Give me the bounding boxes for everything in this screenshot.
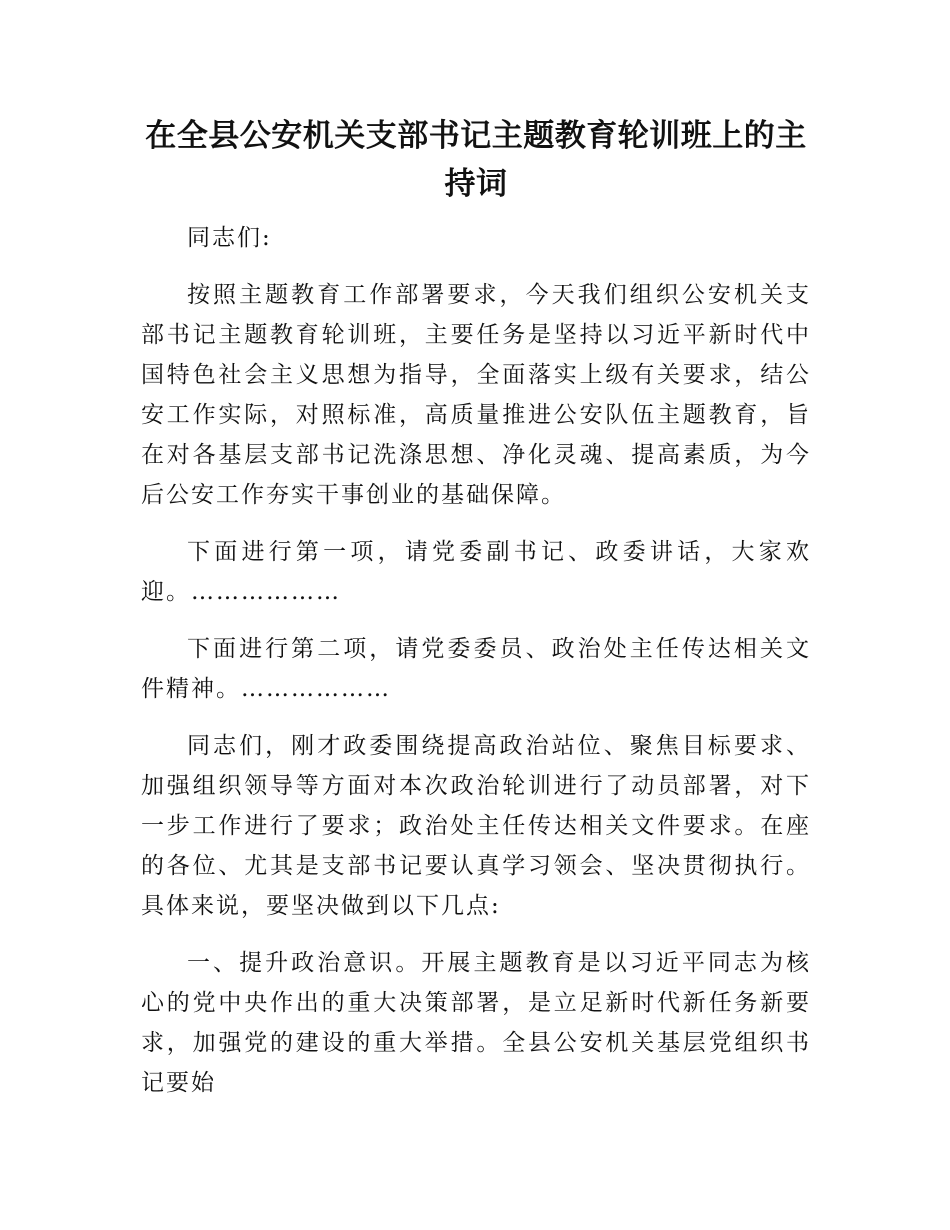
paragraph-item-two: 下面进行第二项，请党委委员、政治处主任传达相关文件精神。……………… [141,636,811,702]
paragraph-summary: 同志们，刚才政委围绕提高政治站位、聚焦目标要求、加强组织领导等方面对本次政治轮训进行了动员部署，对下一步工作进行了要求；政治处主任传达相关文件要求。在座的各位、尤其是支部书记要认真学习领会、坚决贯彻执行。具体来说，要坚决做到以下几点: [141,733,811,919]
document-title: 在全县公安机关支部书记主题教育轮训班上的主持词 [145,118,807,202]
paragraph-item-one: 下面进行第一项，请党委副书记、政委讲话，大家欢迎。……………… [141,539,811,605]
document-page [141,112,811,1103]
paragraph-point-one: 一、提升政治意识。开展主题教育是以习近平同志为核心的党中央作出的重大决策部署，是立足新时代新任务新要求，加强党的建设的重大举措。全县公安机关基层党组织书记要始 [141,950,811,1096]
salutation: 同志们: [187,225,272,251]
paragraph-intro: 按照主题教育工作部署要求，今天我们组织公安机关支部书记主题教育轮训班，主要任务是坚持以习近平新时代中国特色社会主义思想为指导，全面落实上级有关要求，结公安工作实际，对照标准，高质量推进公安队伍主题教育，旨在对各基层支部书记洗涤思想、净化灵魂、提高素质，为今后公安工作夯实干事创业的基础保障。 [141,282,811,508]
